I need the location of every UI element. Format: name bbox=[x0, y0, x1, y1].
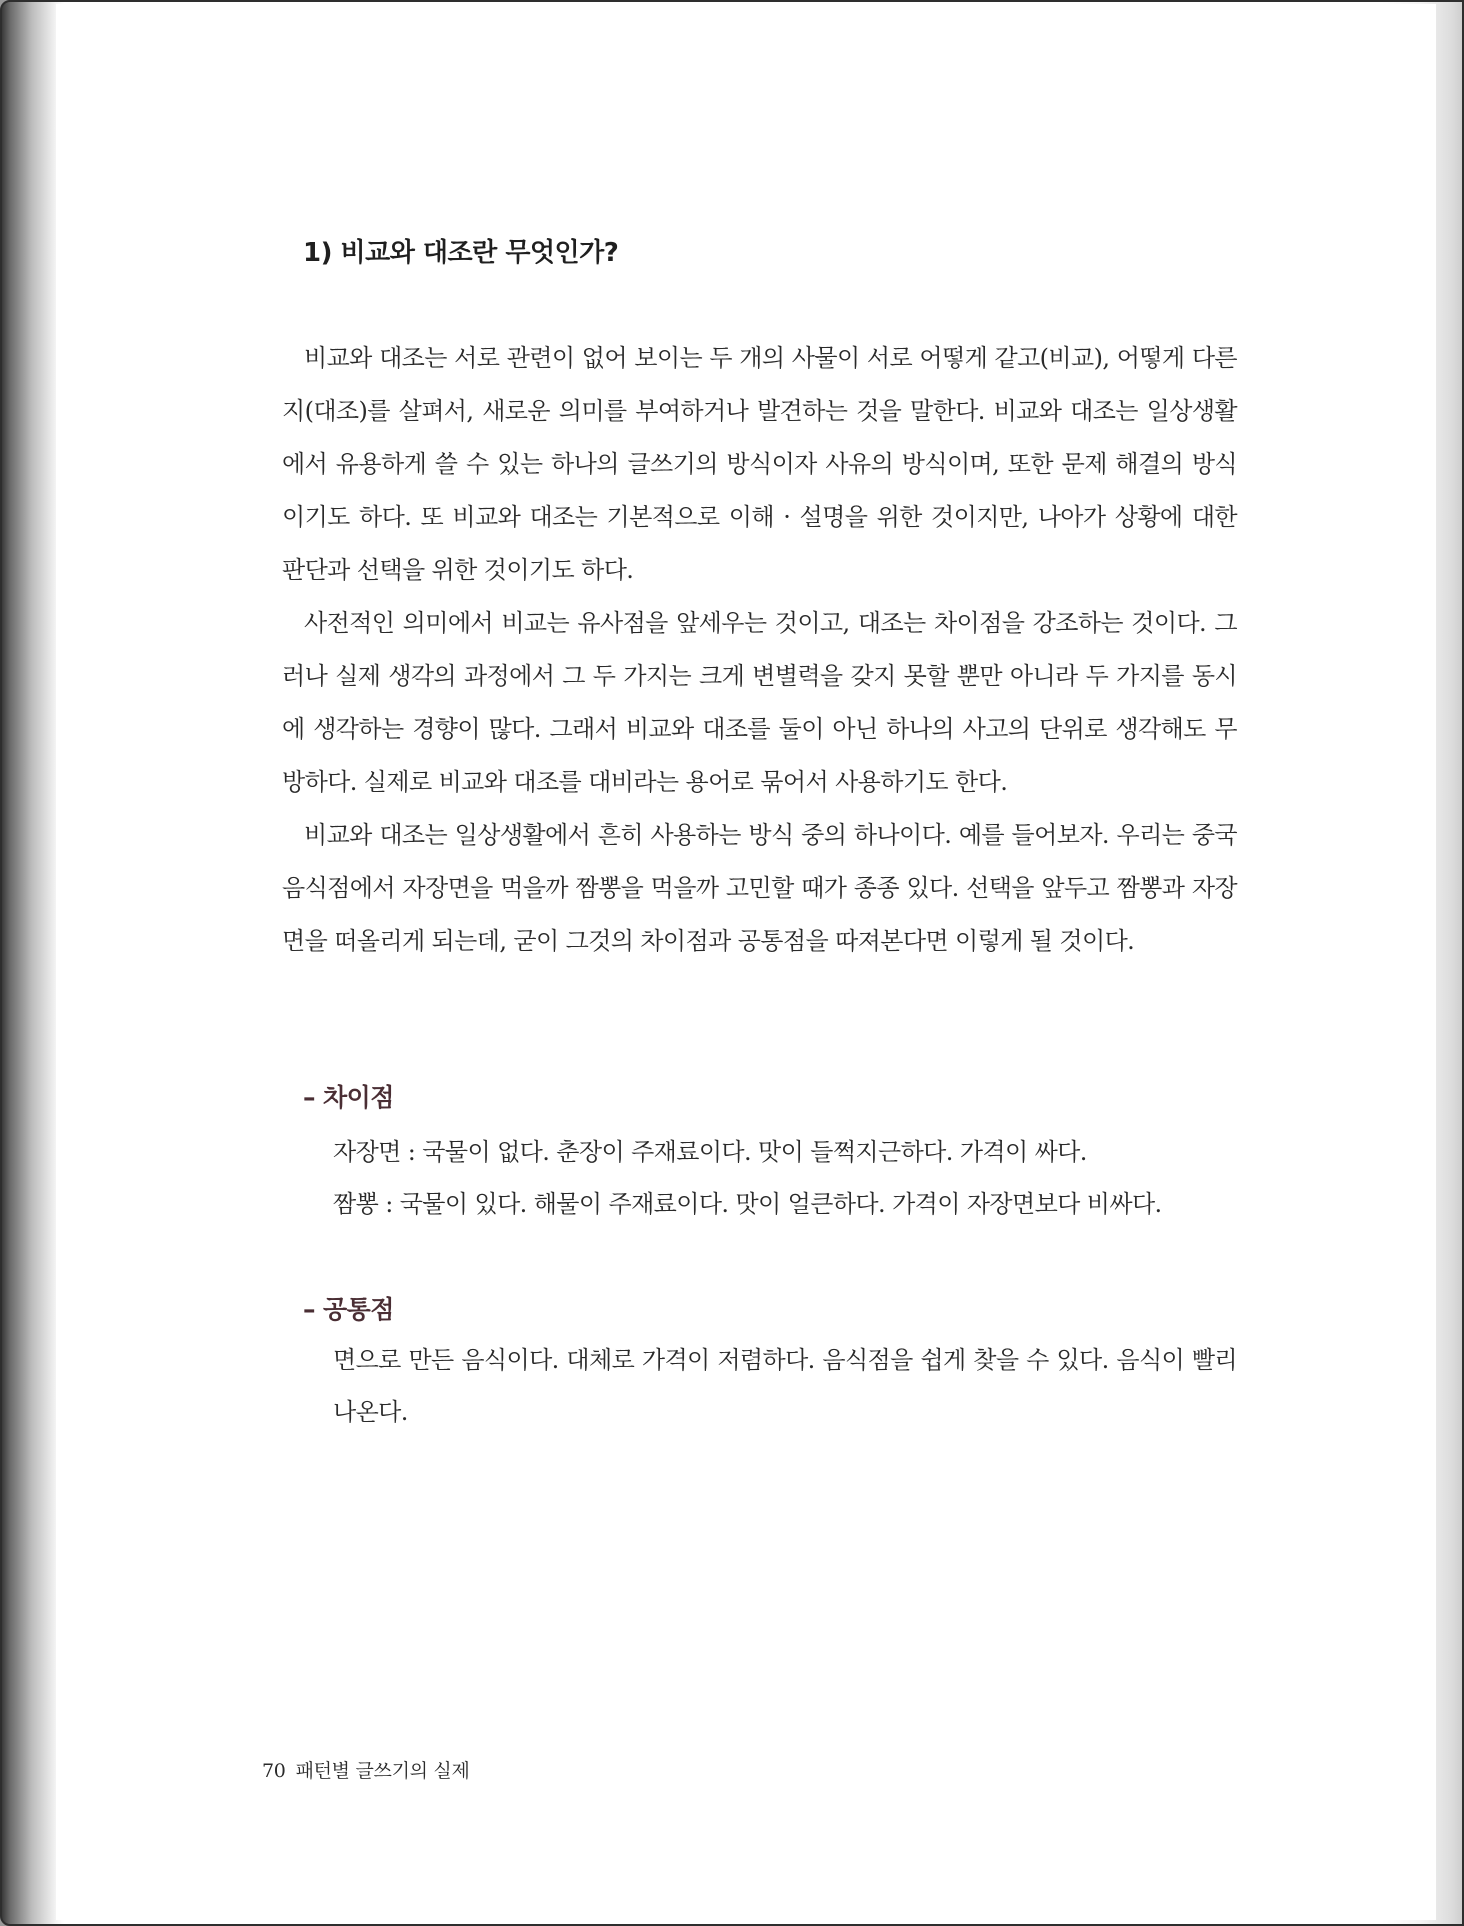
differences-list bbox=[333, 1126, 1237, 1230]
commonalities-list bbox=[333, 1334, 1237, 1438]
paragraph-3: 비교와 대조는 일상생활에서 흔히 사용하는 방식 중의 하나이다. 예를 들어보자. 우리는 중국음식점에서 자장면을 먹을까 짬뽕을 먹을까 고민할 때가 종종 있다. 선택을 앞두고 짬뽕과 자장면을 떠올리게 되는데, 굳이 그것의 차이점과 공통점을 따져본다면 이렇게 될 것이다. bbox=[282, 821, 1237, 955]
section-title: 1) 비교와 대조란 무엇인가? bbox=[303, 238, 619, 268]
page-footer bbox=[262, 1756, 470, 1783]
difference-item-jjamppong: 짬뽕 : 국물이 있다. 해물이 주재료이다. 맛이 얼큰하다. 가격이 자장면보다 비싸다. bbox=[333, 1190, 1162, 1218]
difference-item-jajangmyeon: 자장면 : 국물이 없다. 춘장이 주재료이다. 맛이 들쩍지근하다. 가격이 싸다. bbox=[333, 1138, 1087, 1166]
paragraph-1: 비교와 대조는 서로 관련이 없어 보이는 두 개의 사물이 서로 어떻게 같고(비교), 어떻게 다른지(대조)를 살펴서, 새로운 의미를 부여하거나 발견하는 것을 말한다. 비교와 대조는 일상생활에서 유용하게 쓸 수 있는 하나의 글쓰기의 방식이자 사유의 방식이며, 또한 문제 해결의 방식이기도 하다. 또 비교와 대조는 기본적으로 이해 · 설명을 위한 것이지만, 나아가 상황에 대한 판단과 선택을 위한 것이기도 하다. bbox=[282, 344, 1237, 584]
page-number: 70 bbox=[262, 1760, 286, 1782]
commonalities-heading-label: 공통점 bbox=[323, 1295, 394, 1324]
differences-heading-label: 차이점 bbox=[323, 1083, 394, 1112]
commonalities-text: 면으로 만든 음식이다. 대체로 가격이 저렴하다. 음식점을 쉽게 찾을 수 있다. 음식이 빨리 나온다. bbox=[333, 1346, 1237, 1426]
paragraph-2: 사전적인 의미에서 비교는 유사점을 앞세우는 것이고, 대조는 차이점을 강조하는 것이다. 그러나 실제 생각의 과정에서 그 두 가지는 크게 변별력을 갖지 못할 뿐만 아니라 두 가지를 동시에 생각하는 경향이 많다. 그래서 비교와 대조를 둘이 아닌 하나의 사고의 단위로 생각해도 무방하다. 실제로 비교와 대조를 대비라는 용어로 묶어서 사용하기도 한다. bbox=[282, 609, 1237, 796]
book-title: 패턴별 글쓰기의 실제 bbox=[295, 1760, 470, 1782]
commonalities-heading bbox=[303, 1290, 394, 1326]
differences-heading bbox=[303, 1078, 394, 1114]
body-text bbox=[282, 332, 1237, 968]
differences-dash: – bbox=[303, 1083, 315, 1112]
commonalities-dash: – bbox=[303, 1295, 315, 1324]
